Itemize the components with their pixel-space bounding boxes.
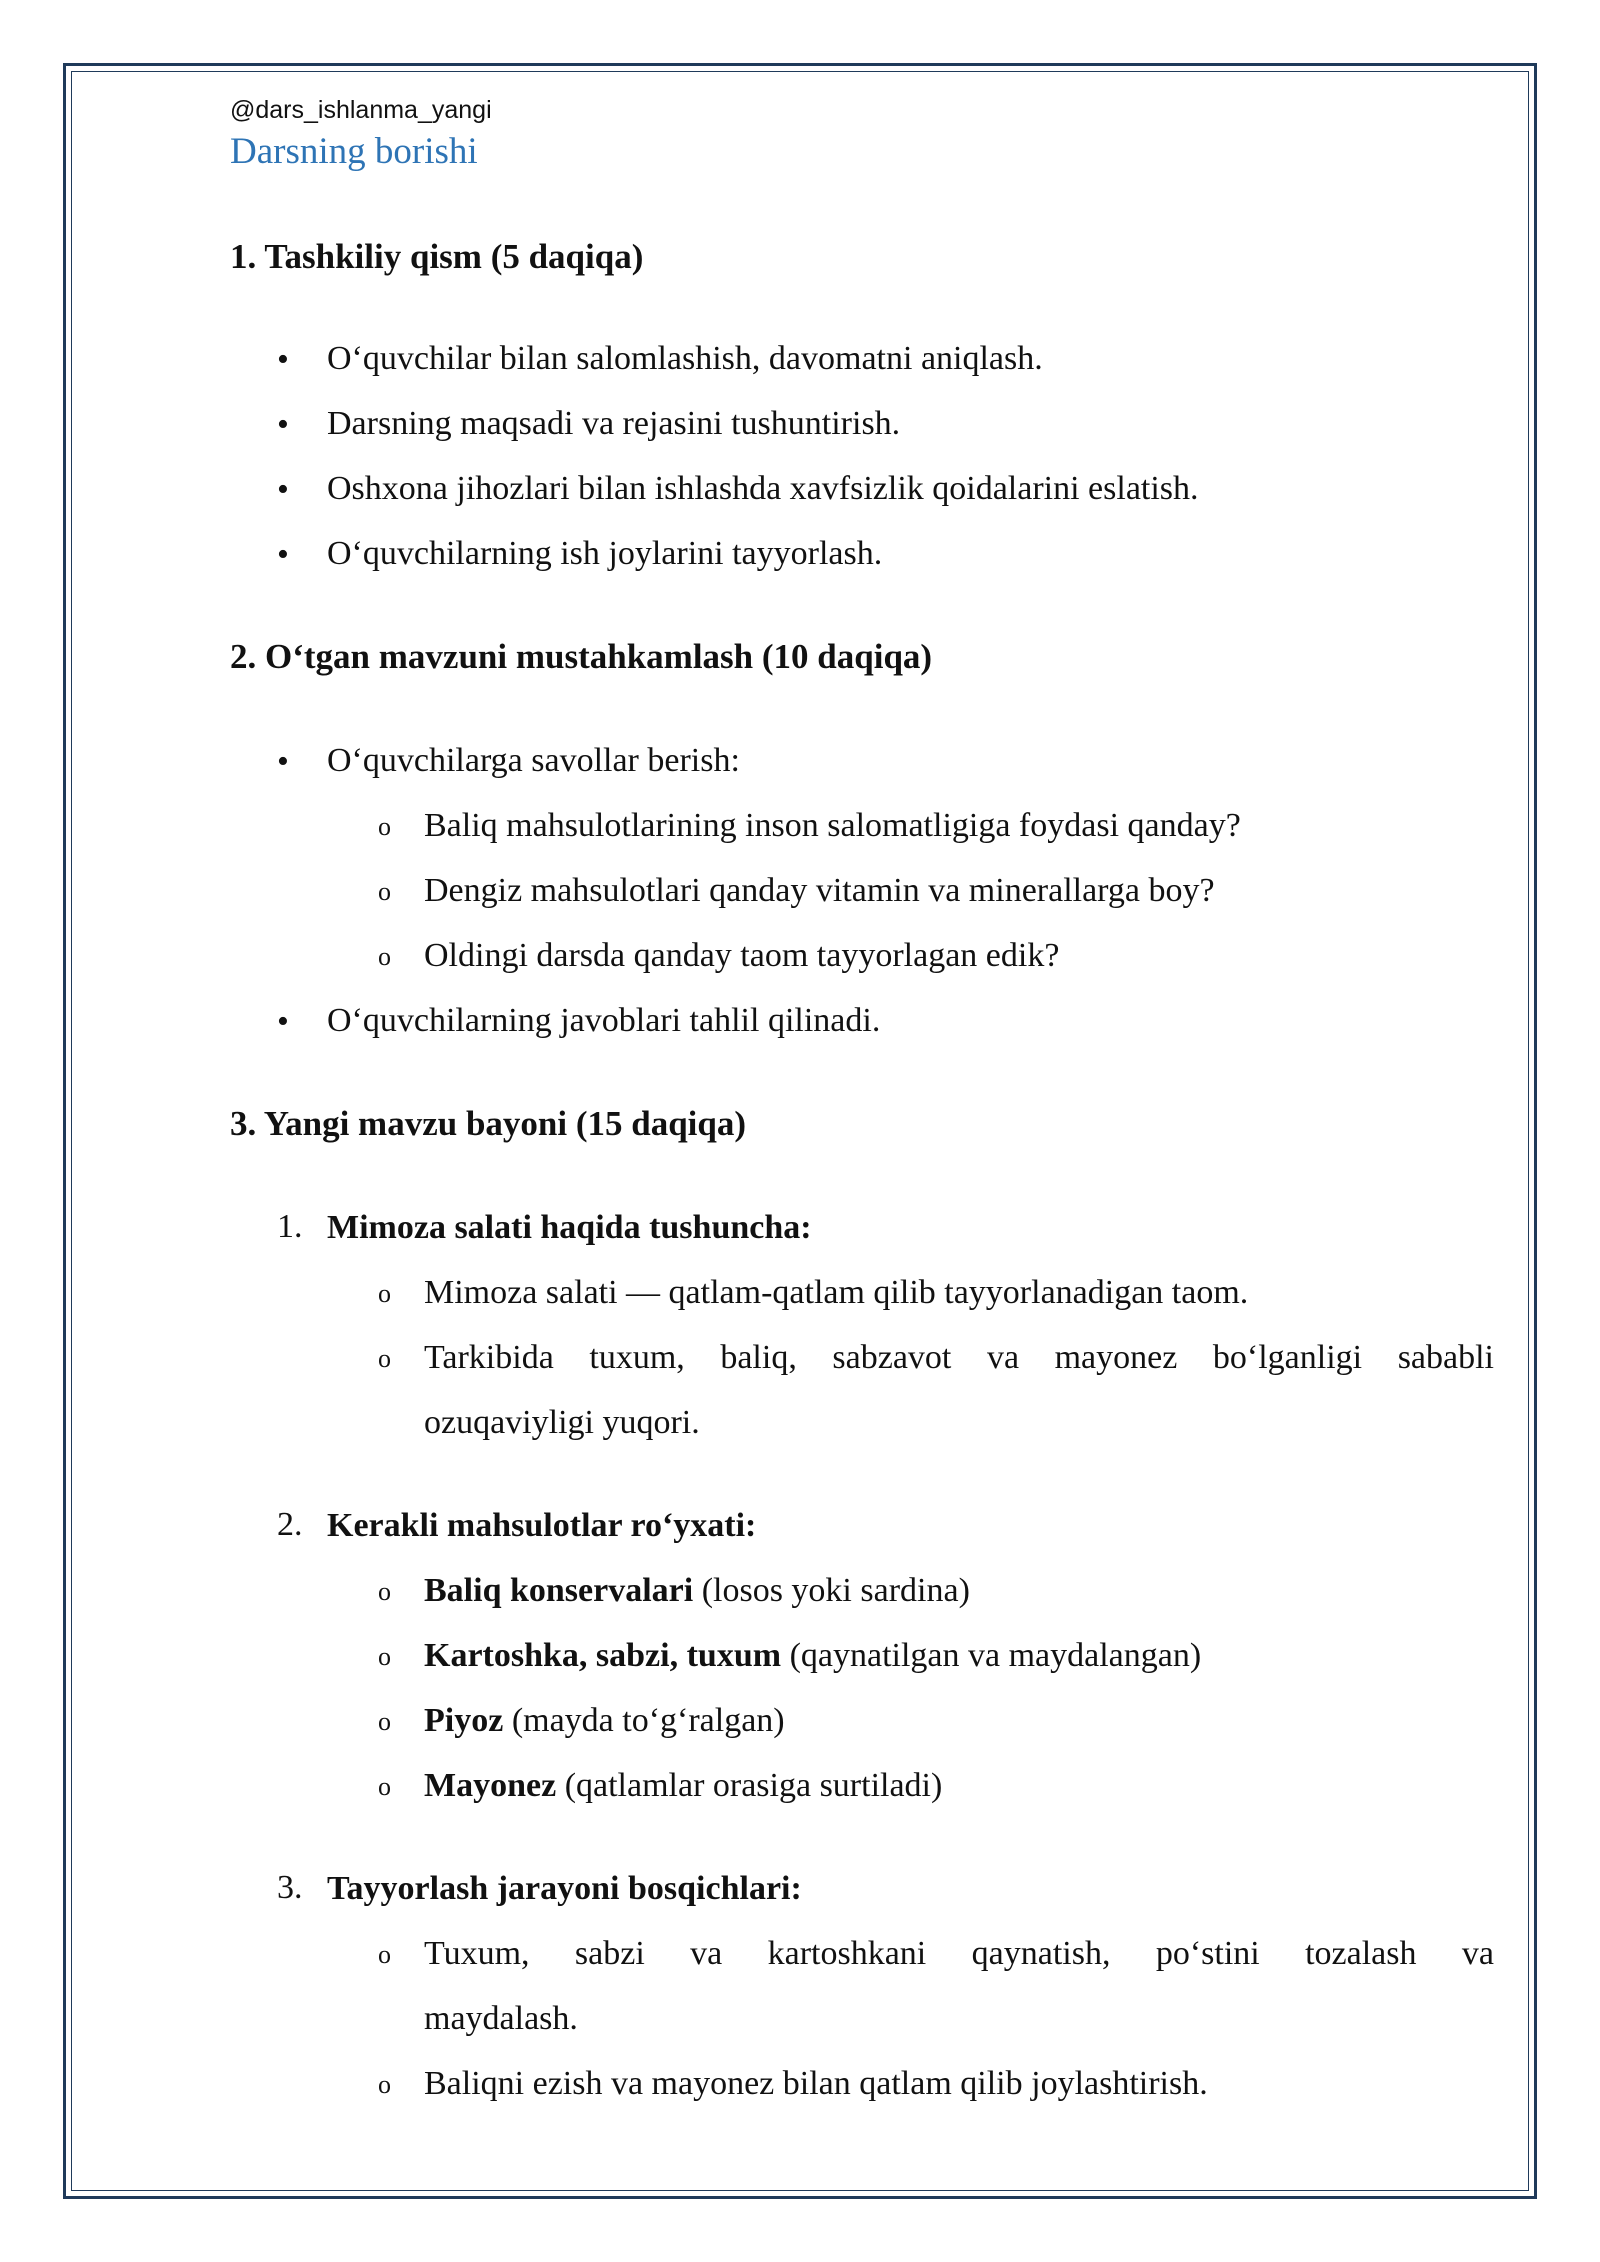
sub-list-item: Baliq mahsulotlarining inson salomatligiga foydasi qanday? bbox=[424, 807, 1241, 844]
product-note: (qatlamlar orasiga surtiladi) bbox=[556, 1767, 943, 1804]
bullet-icon: • bbox=[277, 536, 289, 573]
bullet-icon: • bbox=[277, 471, 289, 508]
document-title: Darsning borishi bbox=[230, 131, 478, 172]
sub-bullet-icon: o bbox=[378, 812, 391, 841]
item-title: Kerakli mahsulotlar ro‘yxati: bbox=[327, 1507, 757, 1544]
product-note: (losos yoki sardina) bbox=[693, 1572, 970, 1609]
product-note: (mayda to‘g‘ralgan) bbox=[503, 1702, 785, 1739]
item-number: 3. bbox=[277, 1869, 303, 1906]
sub-bullet-icon: o bbox=[378, 1940, 391, 1969]
list-item: O‘quvchilarning javoblari tahlil qilinadi. bbox=[327, 1002, 881, 1039]
sub-list-item: Tuxum, sabzi va kartoshkani qaynatish, po‘stini tozalash va bbox=[424, 1935, 1494, 1972]
product-name: Kartoshka, sabzi, tuxum bbox=[424, 1637, 782, 1674]
sub-list-item: Oldingi darsda qanday taom tayyorlagan edik? bbox=[424, 937, 1060, 974]
sub-bullet-icon: o bbox=[378, 877, 391, 906]
sub-bullet-icon: o bbox=[378, 1642, 391, 1671]
channel-handle: @dars_ishlanma_yangi bbox=[230, 96, 492, 124]
sub-list-item: Baliqni ezish va mayonez bilan qatlam qilib joylashtirish. bbox=[424, 2065, 1208, 2102]
sub-bullet-icon: o bbox=[378, 1707, 391, 1736]
sub-bullet-icon: o bbox=[378, 1344, 391, 1373]
sub-bullet-icon: o bbox=[378, 942, 391, 971]
sub-bullet-icon: o bbox=[378, 1279, 391, 1308]
list-item: O‘quvchilarning ish joylarini tayyorlash. bbox=[327, 535, 883, 572]
sub-list-item-continued: maydalash. bbox=[424, 2000, 578, 2037]
list-item: O‘quvchilarga savollar berish: bbox=[327, 742, 740, 779]
sub-bullet-icon: o bbox=[378, 2070, 391, 2099]
item-number: 2. bbox=[277, 1506, 303, 1543]
sub-bullet-icon: o bbox=[378, 1577, 391, 1606]
sub-list-item bbox=[424, 1766, 942, 1806]
sub-list-item: Tarkibida tuxum, baliq, sabzavot va mayonez bo‘lganligi sababli bbox=[424, 1339, 1494, 1376]
product-note: (qaynatilgan va maydalangan) bbox=[781, 1637, 1202, 1674]
sub-list-item bbox=[424, 1701, 785, 1741]
section-heading-3: 3. Yangi mavzu bayoni (15 daqiqa) bbox=[230, 1104, 747, 1143]
sub-list-item bbox=[424, 1636, 1201, 1676]
sub-bullet-icon: o bbox=[378, 1772, 391, 1801]
list-item: Oshxona jihozlari bilan ishlashda xavfsizlik qoidalarini eslatish. bbox=[327, 470, 1199, 507]
bullet-icon: • bbox=[277, 406, 289, 443]
section-heading-2: 2. O‘tgan mavzuni mustahkamlash (10 daqiqa) bbox=[230, 637, 933, 676]
product-name: Mayonez bbox=[424, 1767, 557, 1804]
list-item: O‘quvchilar bilan salomlashish, davomatni aniqlash. bbox=[327, 340, 1043, 377]
product-name: Baliq konservalari bbox=[424, 1572, 694, 1609]
product-name: Piyoz bbox=[424, 1702, 504, 1739]
sub-list-item-continued: ozuqaviyligi yuqori. bbox=[424, 1404, 700, 1441]
bullet-icon: • bbox=[277, 1003, 289, 1040]
sub-list-item: Mimoza salati — qatlam-qatlam qilib tayyorlanadigan taom. bbox=[424, 1274, 1249, 1311]
sub-list-item: Dengiz mahsulotlari qanday vitamin va minerallarga boy? bbox=[424, 872, 1215, 909]
list-item: Darsning maqsadi va rejasini tushuntirish. bbox=[327, 405, 901, 442]
section-heading-1: 1. Tashkiliy qism (5 daqiqa) bbox=[230, 237, 644, 276]
item-number: 1. bbox=[277, 1208, 303, 1245]
item-title: Mimoza salati haqida tushuncha: bbox=[327, 1209, 812, 1246]
item-title: Tayyorlash jarayoni bosqichlari: bbox=[327, 1870, 802, 1907]
bullet-icon: • bbox=[277, 341, 289, 378]
sub-list-item bbox=[424, 1571, 970, 1611]
bullet-icon: • bbox=[277, 743, 289, 780]
